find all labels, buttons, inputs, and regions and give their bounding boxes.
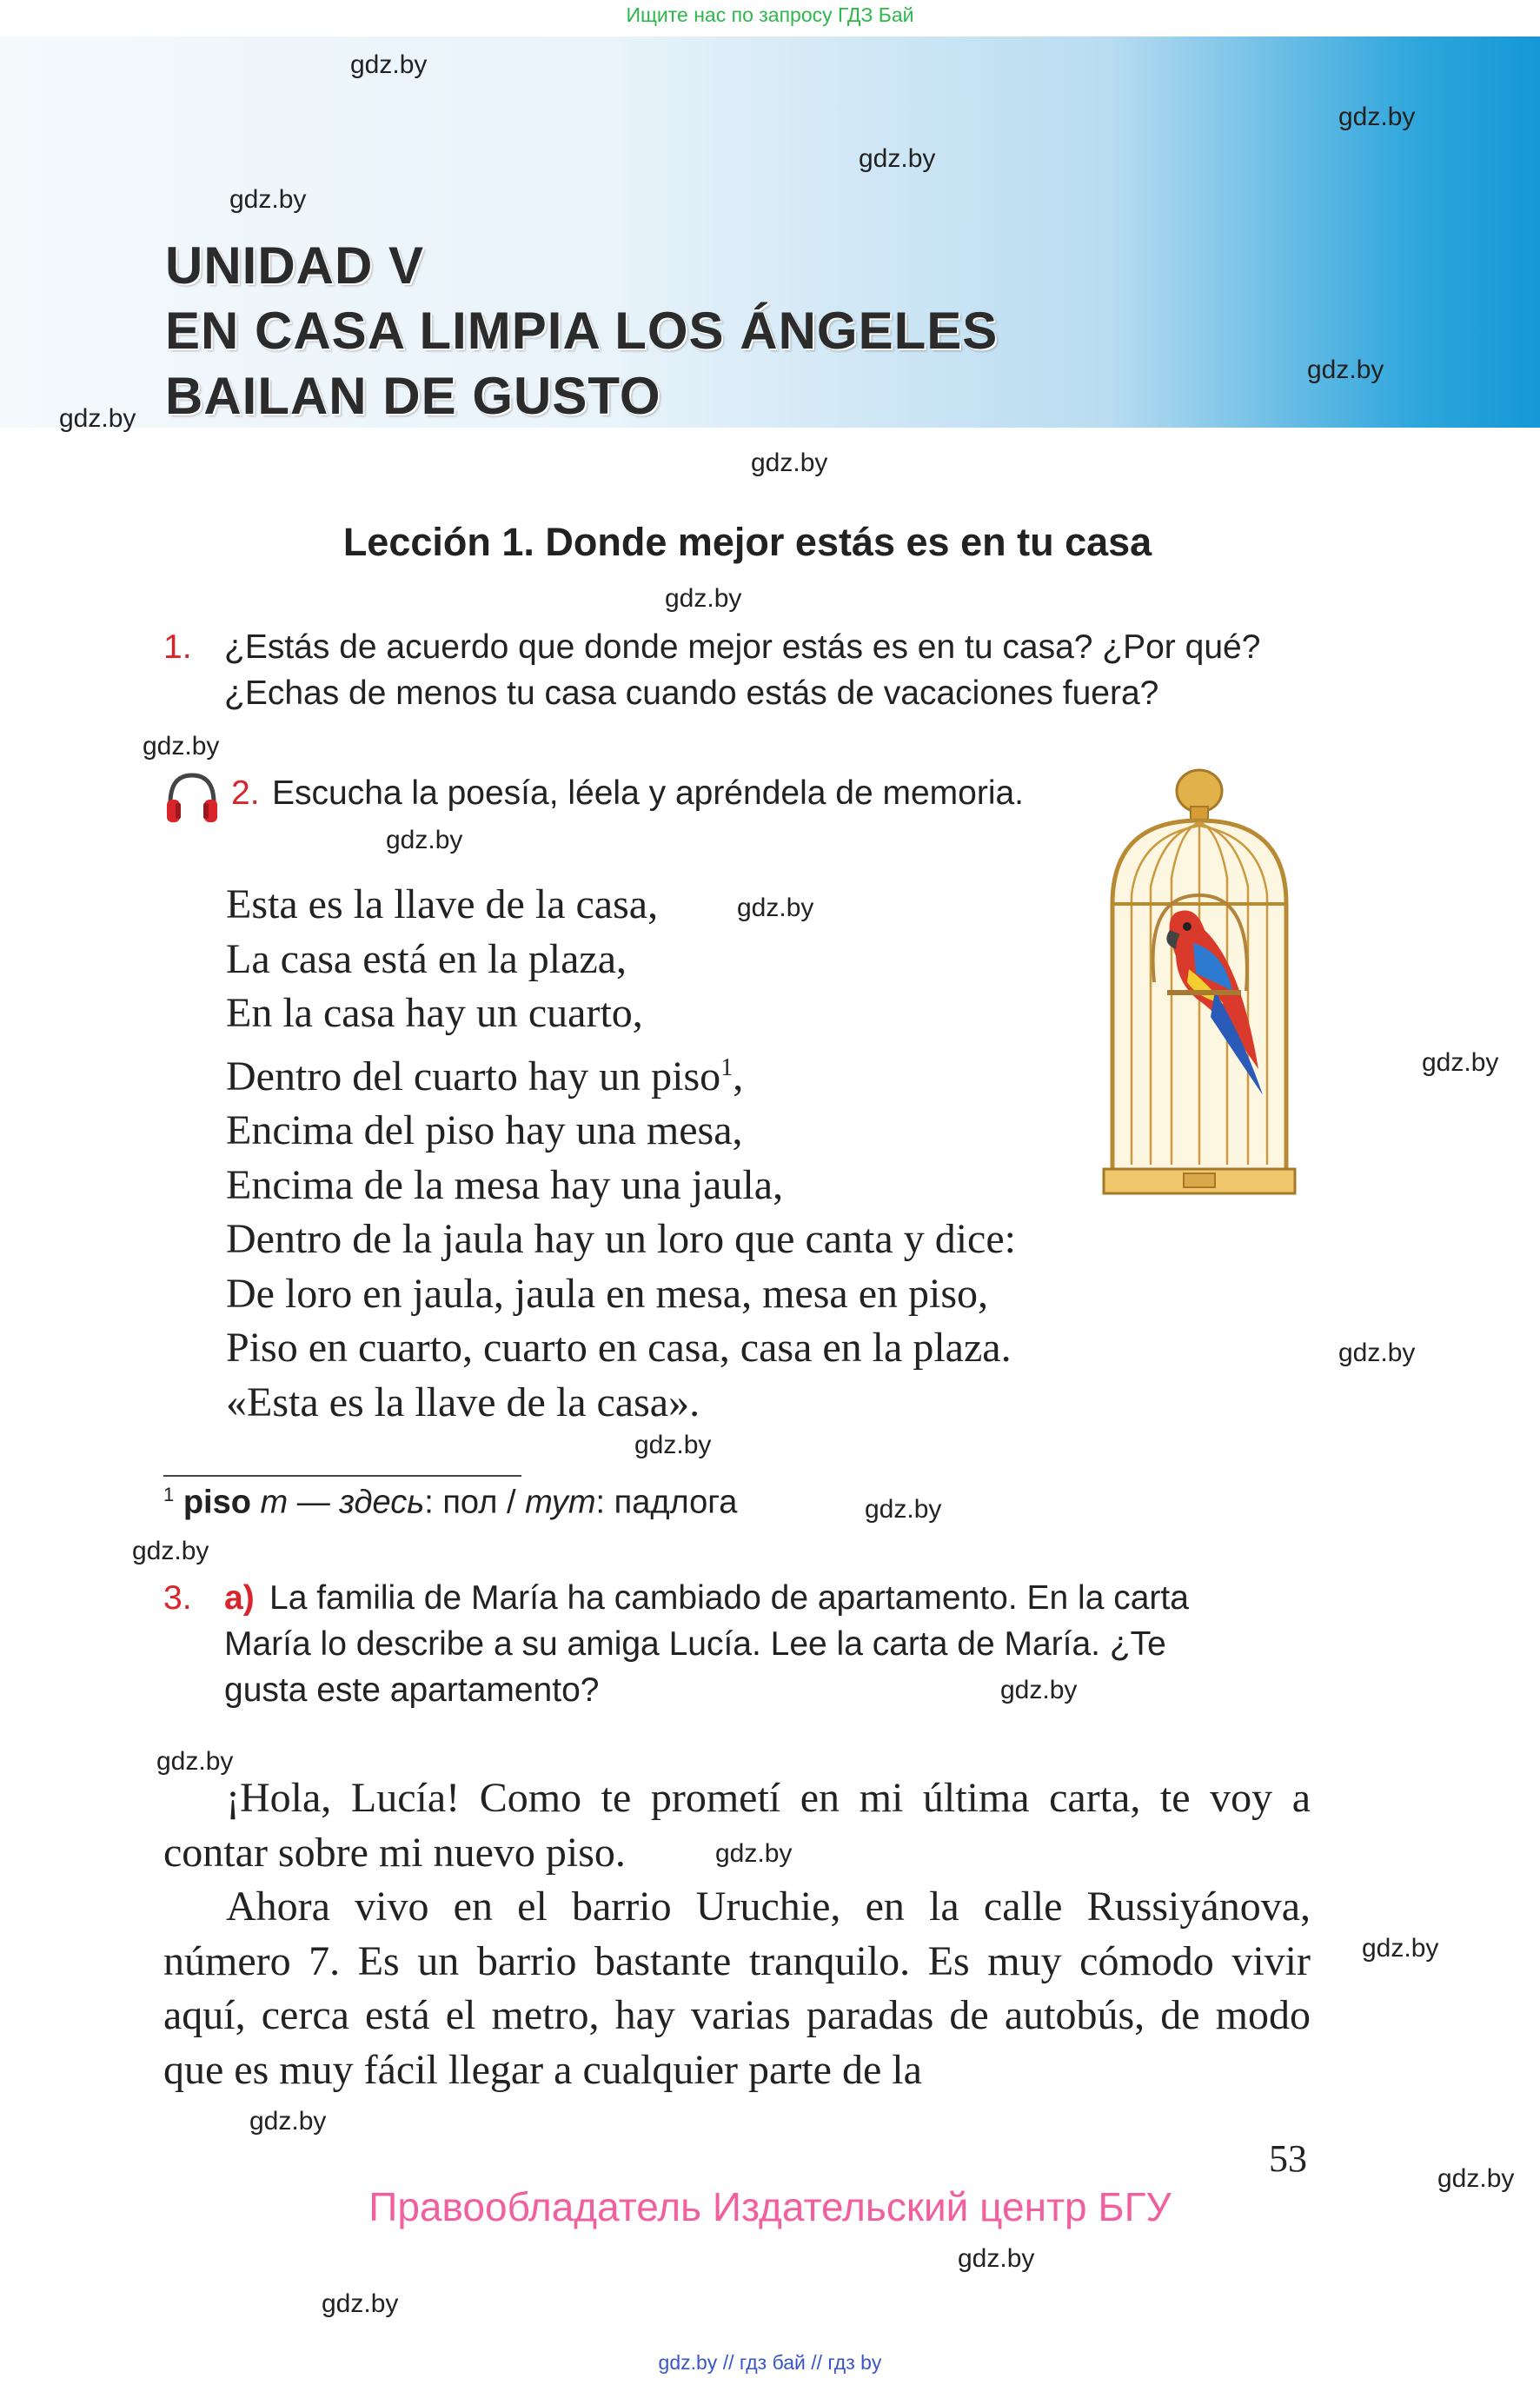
watermark: gdz.by [737,894,814,922]
watermark: gdz.by [1422,1048,1499,1077]
bottom-links[interactable]: gdz.by // гдз бай // гдз by [658,2351,882,2374]
watermark: gdz.by [143,732,220,761]
watermark: gdz.by [156,1747,234,1776]
watermark: gdz.by [665,584,742,613]
watermark: gdz.by [229,185,307,214]
footnote-divider [163,1475,521,1477]
unit-title-line3: BAILAN DE GUSTO [165,367,661,425]
poem-line: «Esta es la llave de la casa». [226,1379,700,1425]
poem-line: Piso en cuarto, cuarto en casa, casa en la plaza. [226,1325,1012,1371]
footnote-meaning-by: : падлога [595,1484,738,1521]
exercise-3-line1: La familia de María ha cambiado de apartamento. En la carta [269,1579,1189,1617]
exercise-3-part: a) [224,1579,255,1617]
lesson-title: Lección 1. Donde mejor estás es en tu casa [342,520,1152,564]
top-search-hint[interactable]: Ищите нас по запросу ГДЗ Бай [626,3,914,26]
headphones-icon [163,768,221,826]
unit-title-line1: UNIDAD V [165,236,425,295]
poem-line-comma: , [733,1053,744,1099]
watermark: gdz.by [859,144,936,173]
watermark: gdz.by [865,1495,942,1524]
poem-line: Esta es la llave de la casa, [226,881,659,927]
watermark: gdz.by [1338,103,1416,131]
poem-line: En la casa hay un cuarto, [226,990,643,1036]
footnote-label-ru: здесь [339,1484,425,1521]
watermark: gdz.by [715,1839,793,1868]
poem-line: Encima del piso hay una mesa, [226,1107,743,1153]
footnote-mark: 1 [163,1484,175,1505]
parrot-cage-illustration [1093,765,1306,1199]
unit-title [165,233,998,429]
exercise-3-number: 3. [163,1579,192,1617]
footnote-dash: — [296,1484,330,1521]
exercise-2-number: 2. [231,774,260,812]
copyright-holder: Правообладатель Издательский центр БГУ [368,2184,1172,2229]
footnote [163,1484,737,1522]
watermark: gdz.by [59,404,136,433]
unit-title-line2: EN CASA LIMPIA LOS ÁNGELES [165,302,999,360]
watermark: gdz.by [1000,1676,1078,1704]
watermark: gdz.by [350,50,428,79]
exercise-3-line3: gusta este apartamento? [224,1671,600,1709]
watermark: gdz.by [1362,1934,1439,1963]
letter-paragraph-1: ¡Hola, Lucía! Como te prometí en mi última carta, te voy a contar sobre mi nuevo piso. [163,1775,1311,1876]
exercise-3-line2: María lo describe a su amiga Lucía. Lee la carta de María. ¿Te [224,1625,1166,1663]
footnote-label-by: тут [525,1484,596,1521]
watermark: gdz.by [386,826,463,854]
poem-line: De loro en jaula, jaula en mesa, mesa en piso, [226,1270,989,1317]
letter-paragraph-2: Ahora vivo en el barrio Uruchie, en la calle Russiyánova, número 7. Es un barrio bastante tranquilo. Es muy cómodo vivir aquí, cerca está el metro, hay varias paradas de autobús, de modo que es muy fácil llegar a cualquier parte de la [163,1883,1311,2093]
footnote-meaning-ru: : пол / [424,1484,526,1521]
poem [226,878,1016,1430]
page-number: 53 [1269,2137,1307,2180]
watermark: gdz.by [249,2107,327,2136]
footnote-word: piso [183,1484,251,1521]
watermark: gdz.by [751,448,828,477]
watermark: gdz.by [1307,355,1384,384]
footnote-marker: 1 [720,1053,733,1081]
exercise-1-line1: ¿Estás de acuerdo que donde mejor estás es en tu casa? ¿Por qué? [224,628,1261,666]
footnote-gender: m [260,1484,289,1521]
watermark: gdz.by [1338,1339,1416,1367]
poem-line-with-footnote [226,1041,1016,1105]
exercise-1-line2: ¿Echas de menos tu casa cuando estás de vacaciones fuera? [224,674,1159,712]
poem-line: Encima de la mesa hay una jaula, [226,1161,784,1208]
watermark: gdz.by [132,1537,209,1565]
letter-text [163,1771,1311,2097]
exercise-1-number: 1. [163,628,192,666]
poem-line: Dentro del cuarto hay un piso [226,1053,721,1099]
exercise-2-text: Escucha la poesía, léela y apréndela de memoria. [272,774,1025,812]
watermark: gdz.by [322,2289,399,2318]
watermark: gdz.by [1437,2164,1515,2193]
watermark: gdz.by [634,1431,712,1459]
watermark: gdz.by [958,2244,1035,2273]
poem-line: Dentro de la jaula hay un loro que canta y dice: [226,1216,1016,1262]
poem-line: La casa está en la plaza, [226,935,627,982]
